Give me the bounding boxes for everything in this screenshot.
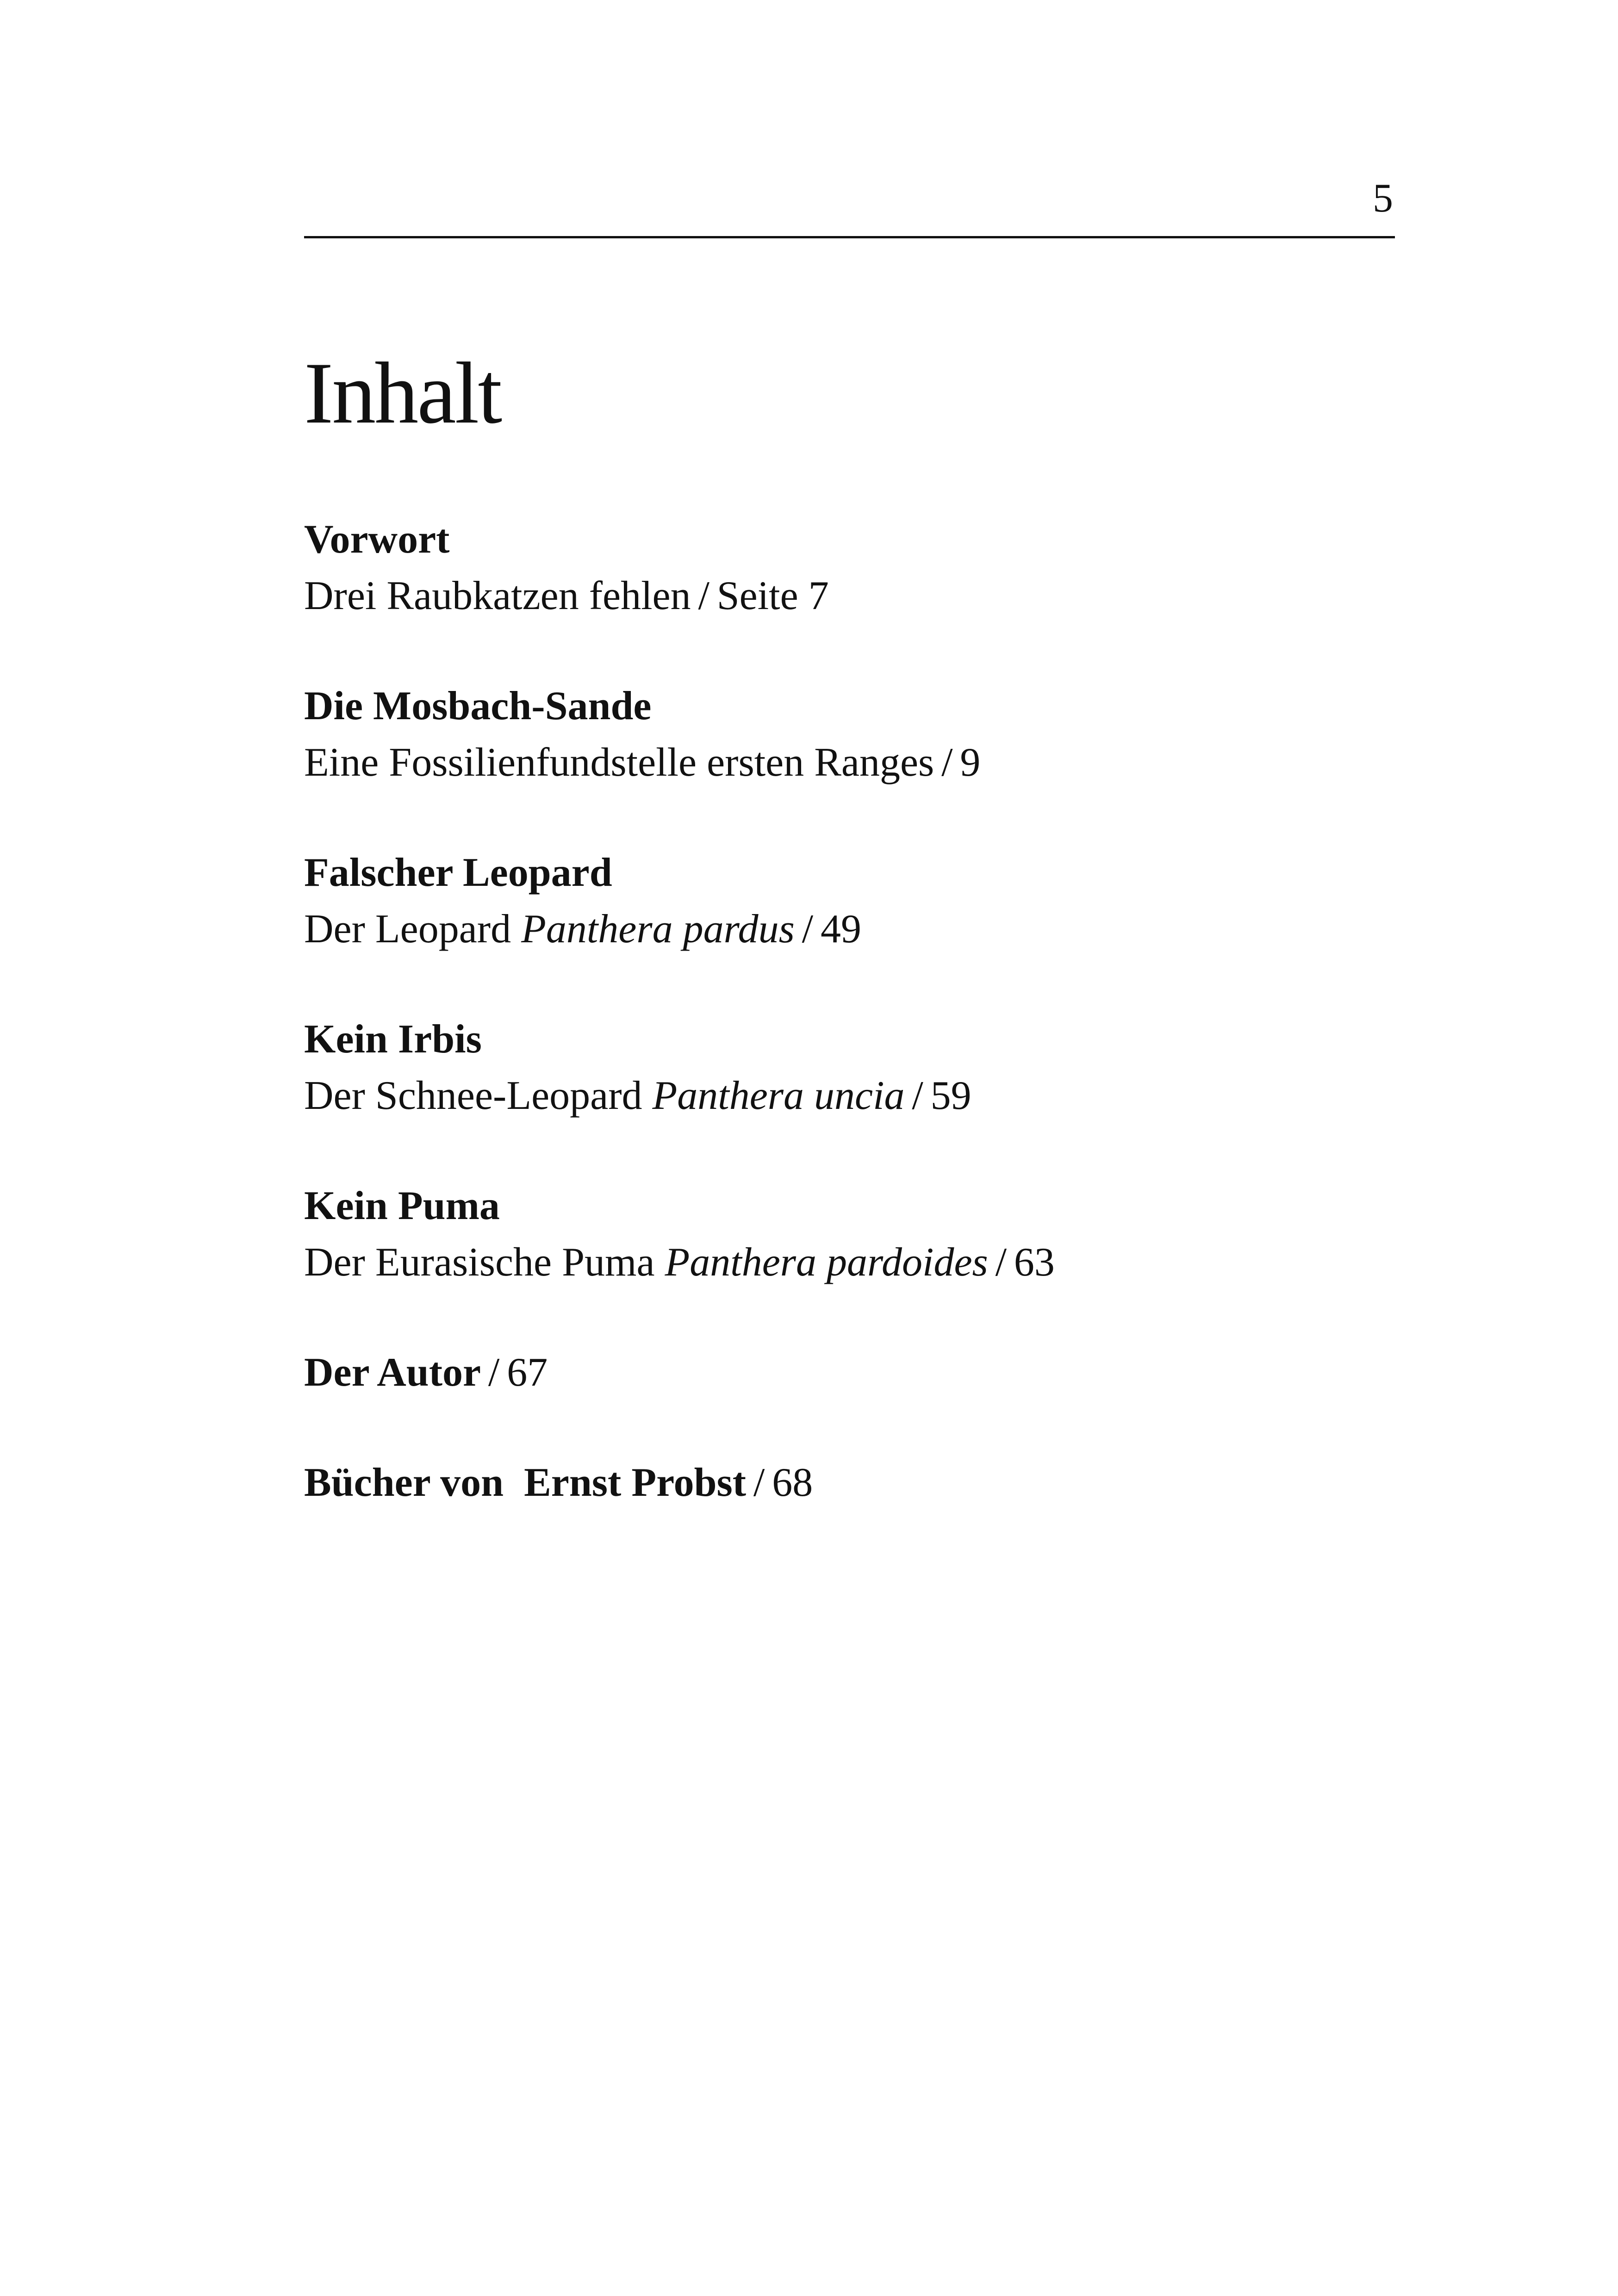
- toc-entry-kein-puma: [304, 1178, 1392, 1291]
- separator: /: [698, 573, 709, 618]
- toc-entry-der-autor: [304, 1344, 1392, 1401]
- toc-entry-mosbach-sande: [304, 678, 1392, 791]
- entry-page: 9: [960, 740, 981, 785]
- toc-list: [304, 511, 1392, 1511]
- toc-entry-buecher: [304, 1455, 1392, 1511]
- entry-subtitle-line: [304, 1234, 1392, 1291]
- entry-species: Panthera pardoides: [665, 1240, 988, 1285]
- toc-entry-kein-irbis: [304, 1011, 1392, 1124]
- separator: /: [488, 1350, 500, 1395]
- entry-heading: Vorwort: [304, 517, 450, 562]
- header-rule: [304, 236, 1395, 238]
- entry-subtitle: Der Leopard: [304, 907, 511, 952]
- entry-subtitle: Eine Fossilienfundstelle ersten Ranges: [304, 740, 934, 785]
- entry-heading: Falscher Leopard: [304, 850, 612, 895]
- entry-subtitle-line: [304, 1068, 1392, 1124]
- toc-entry-vorwort: [304, 511, 1392, 624]
- separator: /: [753, 1460, 765, 1505]
- toc-entry-falscher-leopard: [304, 845, 1392, 958]
- page-number: 5: [1373, 176, 1393, 221]
- entry-subtitle-line: [304, 568, 1392, 624]
- entry-heading: Kein Puma: [304, 1183, 500, 1228]
- separator: /: [995, 1240, 1007, 1285]
- entry-page: 67: [507, 1350, 548, 1395]
- entry-heading: Die Mosbach-Sande: [304, 684, 652, 728]
- entry-subtitle: Drei Raubkatzen fehlen: [304, 573, 691, 618]
- separator: /: [941, 740, 953, 785]
- entry-subtitle-line: [304, 734, 1392, 791]
- entry-page: 68: [772, 1460, 813, 1505]
- entry-species: Panthera uncia: [652, 1073, 905, 1118]
- entry-page: 49: [820, 907, 861, 952]
- entry-heading: Bücher von Ernst Probst: [304, 1460, 747, 1505]
- entry-page: 59: [930, 1073, 971, 1118]
- entry-page: 63: [1014, 1240, 1055, 1285]
- toc-title: Inhalt: [304, 345, 501, 442]
- entry-species: Panthera pardus: [521, 907, 795, 952]
- separator: /: [802, 907, 814, 952]
- entry-subtitle: Der Schnee-Leopard: [304, 1073, 642, 1118]
- entry-subtitle-line: [304, 901, 1392, 958]
- entry-subtitle: Der Eurasische Puma: [304, 1240, 655, 1285]
- entry-heading: Kein Irbis: [304, 1017, 482, 1062]
- entry-page: Seite 7: [716, 573, 829, 618]
- separator: /: [912, 1073, 923, 1118]
- entry-heading: Der Autor: [304, 1350, 481, 1395]
